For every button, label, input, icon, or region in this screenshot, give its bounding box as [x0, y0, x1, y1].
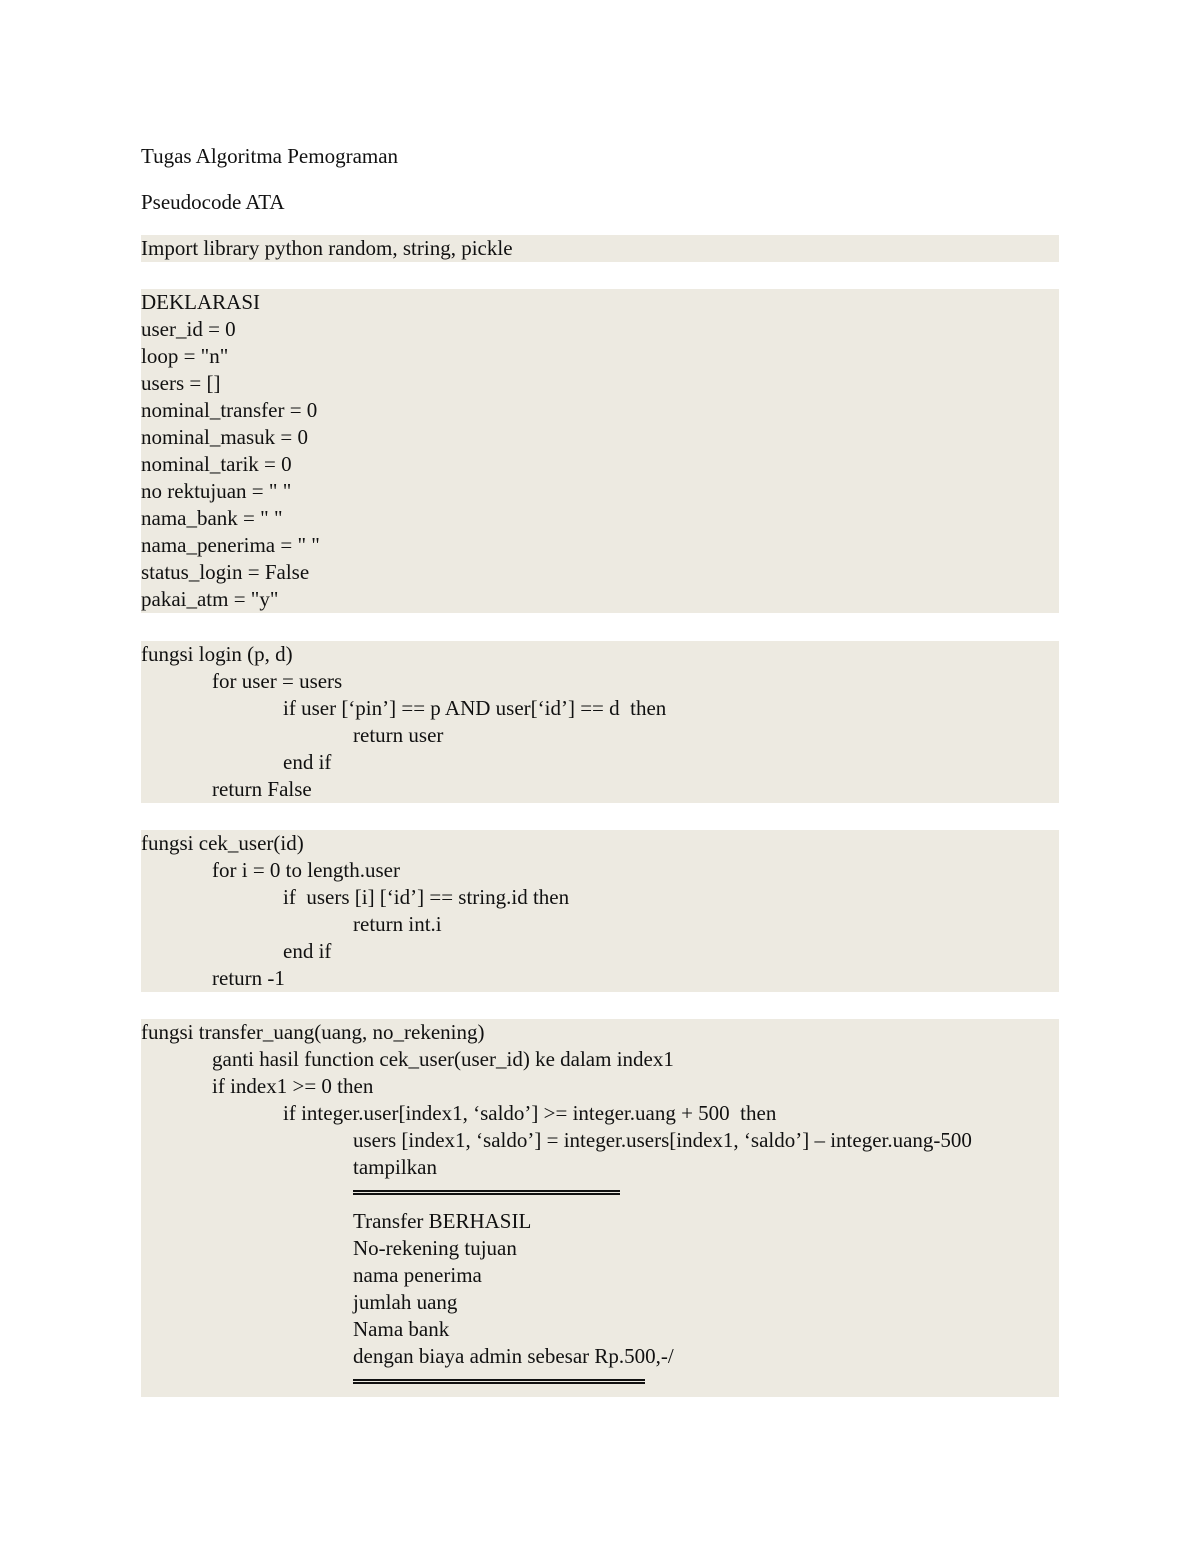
declaration-line: nominal_masuk = 0: [141, 425, 308, 449]
declaration-line: nominal_tarik = 0: [141, 452, 292, 476]
separator-line: [141, 1181, 1059, 1208]
transfer-function-block: [141, 1019, 1059, 1397]
code-line: end if: [283, 939, 332, 963]
declaration-line: nama_penerima = " ": [141, 533, 320, 557]
code-line: users [index1, ‘saldo’] = integer.users[index1, ‘saldo’] – integer.uang-500: [353, 1128, 972, 1152]
code-line: fungsi transfer_uang(uang, no_rekening): [141, 1020, 485, 1044]
code-line: return -1: [212, 966, 285, 990]
code-line: nama penerima: [353, 1263, 482, 1287]
cek-user-function-block: [141, 830, 1059, 992]
code-line: return int.i: [353, 912, 442, 936]
document-subtitle: Pseudocode ATA: [141, 190, 285, 214]
code-line: return user: [353, 723, 444, 747]
declaration-line: users = []: [141, 371, 221, 395]
document-title: Tugas Algoritma Pemograman: [141, 144, 399, 168]
declaration-heading: DEKLARASI: [141, 290, 260, 314]
code-line: return False: [212, 777, 312, 801]
code-line: jumlah uang: [353, 1290, 458, 1314]
code-line: end if: [283, 750, 332, 774]
code-line: if user [‘pin’] == p AND user[‘id’] == d then: [283, 696, 667, 720]
code-line: No-rekening tujuan: [353, 1236, 517, 1260]
code-line: fungsi cek_user(id): [141, 831, 304, 855]
declaration-line: status_login = False: [141, 560, 310, 584]
double-rule: [353, 1379, 645, 1384]
double-rule: [353, 1190, 620, 1195]
code-line: for i = 0 to length.user: [212, 858, 400, 882]
code-line: Transfer BERHASIL: [353, 1209, 532, 1233]
code-line: if index1 >= 0 then: [212, 1074, 374, 1098]
code-line: dengan biaya admin sebesar Rp.500,-/: [353, 1344, 674, 1368]
import-line: Import library python random, string, pickle: [141, 236, 513, 260]
declarations-block: [141, 289, 1059, 613]
declaration-line: user_id = 0: [141, 317, 236, 341]
declaration-line: nominal_transfer = 0: [141, 398, 318, 422]
code-line: tampilkan: [353, 1155, 437, 1179]
code-line: if integer.user[index1, ‘saldo’] >= integer.uang + 500 then: [283, 1101, 777, 1125]
code-line: ganti hasil function cek_user(user_id) ke dalam index1: [212, 1047, 674, 1071]
code-line: if users [i] [‘id’] == string.id then: [283, 885, 570, 909]
declaration-line: nama_bank = " ": [141, 506, 283, 530]
separator-line: [141, 1370, 1059, 1397]
declaration-line: pakai_atm = "y": [141, 587, 279, 611]
declaration-line: no rektujuan = " ": [141, 479, 292, 503]
declaration-line: loop = "n": [141, 344, 229, 368]
code-line: for user = users: [212, 669, 343, 693]
import-block: [141, 235, 1059, 262]
code-line: Nama bank: [353, 1317, 450, 1341]
code-line: fungsi login (p, d): [141, 642, 293, 666]
login-function-block: [141, 641, 1059, 803]
